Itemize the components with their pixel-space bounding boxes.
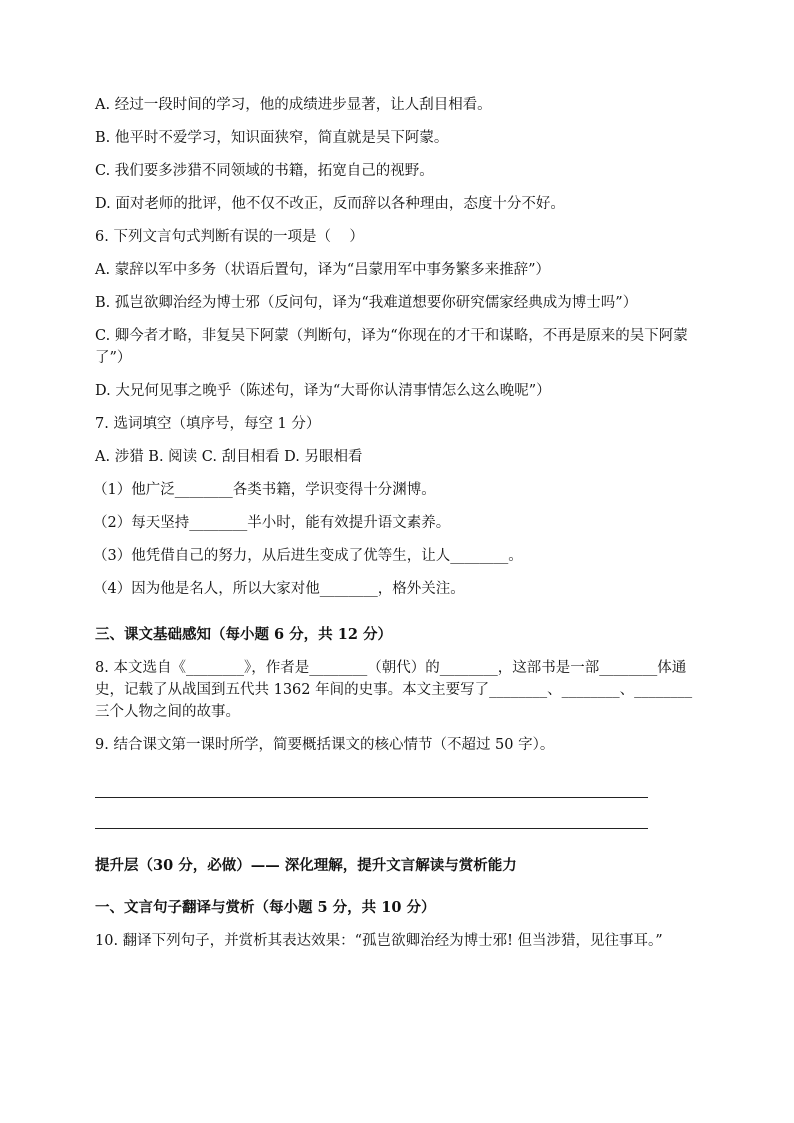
q5-option-a: A. 经过一段时间的学习，他的成绩进步显著，让人刮目相看。 [95,97,492,113]
q7-stem: 7. 选词填空（填序号，每空 1 分） [95,416,321,432]
q5-option-c: C. 我们要多涉猎不同领域的书籍，拓宽自己的视野。 [95,163,434,179]
q5-option-d: D. 面对老师的批评，他不仅不改正，反而辞以各种理由，态度十分不好。 [95,196,565,212]
answer-line[interactable] [95,767,648,798]
q9-text: 9. 结合课文第一课时所学，简要概括课文的核心情节（不超过 50 字）。 [95,737,555,753]
q7-item-3: （3）他凭借自己的努力，从后进生变成了优等生，让人________。 [93,548,523,564]
q8-text: 8. 本文选自《________》，作者是________（朝代）的________，这部书是一部________体通史，记载了从战国到五代共 1362 年间的史事。本文主要写了________、________、________三个人物之间的故事。 [95,660,693,720]
q5-option-b: B. 他平时不爱学习，知识面狭窄，简直就是吴下阿蒙。 [95,130,449,146]
advanced-section1-heading: 一、文言句子翻译与赏析（每小题 5 分，共 10 分） [95,899,436,916]
q9-answer-area[interactable] [95,767,705,829]
advanced-heading: 提升层（30 分，必做）—— 深化理解，提升文言解读与赏析能力 [95,857,517,874]
document-page [95,94,705,963]
q7-item-4: （4）因为他是名人，所以大家对他________，格外关注。 [93,581,465,597]
q7-item-1: （1）他广泛________各类书籍，学识变得十分渊博。 [93,482,436,498]
q6-stem: 6. 下列文言句式判断有误的一项是（ ） [95,229,364,245]
answer-line[interactable] [95,798,648,829]
q6-option-d: D. 大兄何见事之晚乎（陈述句，译为“大哥你认清事情怎么这么晚呢”） [95,383,551,399]
section3-heading: 三、课文基础感知（每小题 6 分，共 12 分） [95,626,392,643]
q6-option-b: B. 孤岂欲卿治经为博士邪（反问句，译为“我难道想要你研究儒家经典成为博士吗”） [95,295,638,311]
q7-choices: A. 涉猎 B. 阅读 C. 刮目相看 D. 另眼相看 [95,449,363,465]
q10-text: 10. 翻译下列句子，并赏析其表达效果：“孤岂欲卿治经为博士邪! 但当涉猎，见往事耳。” [95,933,663,949]
q6-option-c: C. 卿今者才略，非复吴下阿蒙（判断句，译为“你现在的才干和谋略，不再是原来的吴下阿蒙了”） [95,328,688,366]
q7-item-2: （2）每天坚持________半小时，能有效提升语文素养。 [93,515,451,531]
q6-option-a: A. 蒙辞以军中多务（状语后置句，译为“吕蒙用军中事务繁多来推辞”） [95,262,551,278]
